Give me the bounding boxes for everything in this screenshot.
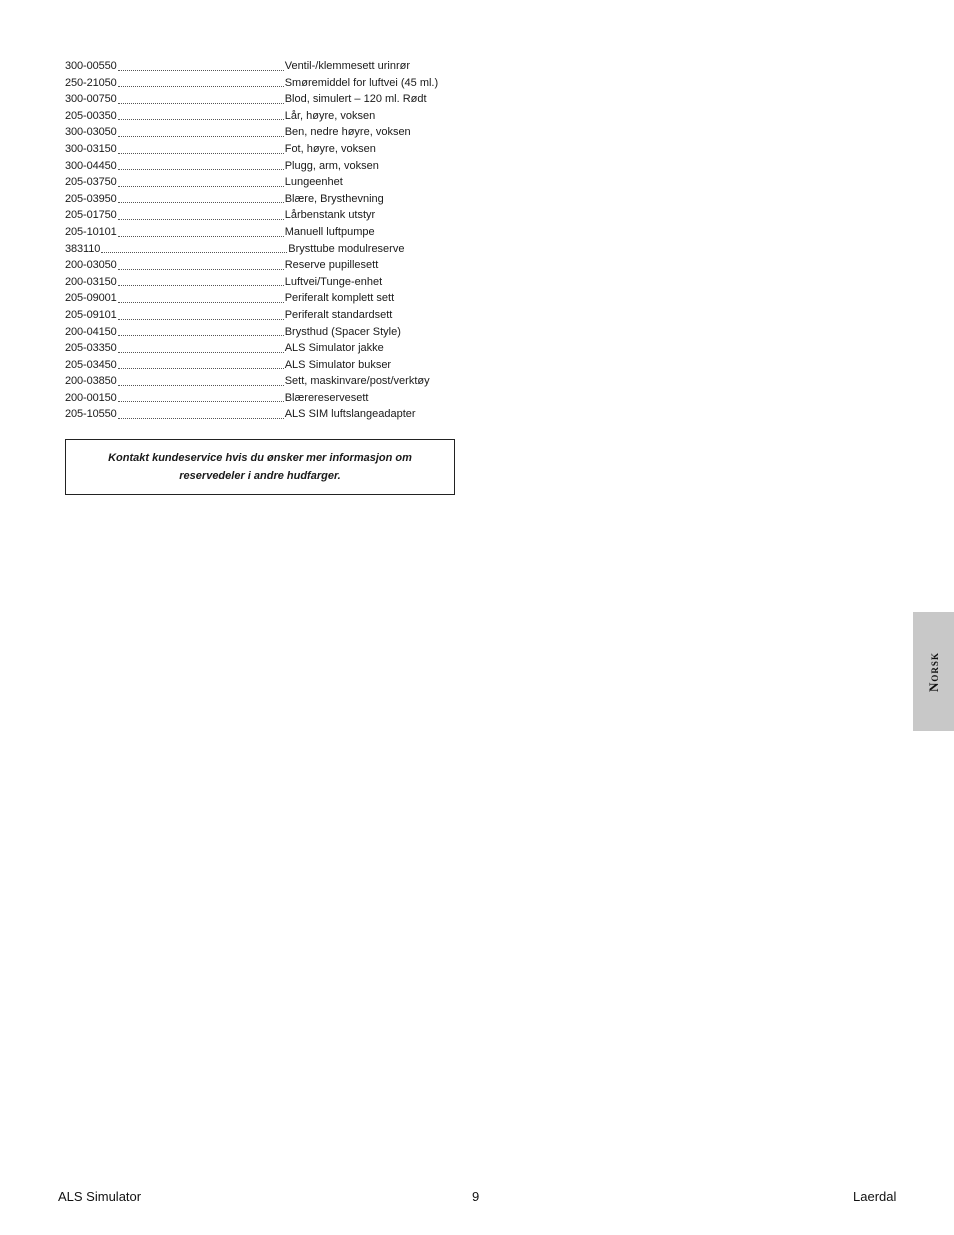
dot-leader bbox=[118, 219, 284, 220]
part-number: 205-03450 bbox=[65, 358, 117, 371]
part-row bbox=[65, 207, 457, 224]
part-number: 205-03350 bbox=[65, 342, 117, 355]
part-description: ALS Simulator bukser bbox=[284, 358, 392, 371]
part-number: 200-04150 bbox=[65, 325, 117, 338]
part-row bbox=[65, 290, 457, 307]
part-description: Blære, Brysthevning bbox=[284, 192, 384, 205]
part-number: 205-00350 bbox=[65, 109, 117, 122]
dot-leader bbox=[118, 136, 284, 137]
dot-leader bbox=[118, 153, 284, 154]
dot-leader bbox=[118, 335, 284, 336]
part-row bbox=[65, 75, 457, 92]
part-row bbox=[65, 241, 457, 258]
part-row bbox=[65, 174, 457, 191]
footer-page-number: 9 bbox=[472, 1189, 480, 1204]
dot-leader bbox=[118, 285, 284, 286]
parts-list bbox=[65, 58, 457, 423]
part-row bbox=[65, 91, 457, 108]
part-row bbox=[65, 357, 457, 374]
part-number: 205-09001 bbox=[65, 292, 117, 305]
dot-leader bbox=[118, 70, 284, 71]
part-description: Periferalt standardsett bbox=[284, 308, 393, 321]
part-description: Brysttube modulreserve bbox=[288, 242, 405, 255]
part-row bbox=[65, 58, 457, 75]
part-number: 205-10101 bbox=[65, 225, 117, 238]
part-description: Luftvei/Tunge-enhet bbox=[284, 275, 383, 288]
part-description: Blod, simulert – 120 ml. Rødt bbox=[284, 93, 427, 106]
part-number: 383110 bbox=[65, 242, 101, 255]
part-row bbox=[65, 108, 457, 125]
part-description: Manuell luftpumpe bbox=[284, 225, 375, 238]
notice-box bbox=[65, 439, 455, 495]
part-description: Lungeenhet bbox=[284, 176, 343, 189]
part-number: 300-00750 bbox=[65, 93, 117, 106]
dot-leader bbox=[118, 401, 284, 402]
part-description: Reserve pupillesett bbox=[284, 259, 379, 272]
dot-leader bbox=[118, 202, 284, 203]
part-row bbox=[65, 324, 457, 341]
part-description: Lår, høyre, voksen bbox=[284, 109, 376, 122]
part-number: 300-03050 bbox=[65, 126, 117, 139]
part-number: 300-03150 bbox=[65, 142, 117, 155]
part-description: Lårbenstank utstyr bbox=[284, 209, 376, 222]
dot-leader bbox=[118, 302, 284, 303]
part-row bbox=[65, 257, 457, 274]
dot-leader bbox=[118, 236, 284, 237]
dot-leader bbox=[118, 352, 284, 353]
part-row bbox=[65, 307, 457, 324]
part-row bbox=[65, 373, 457, 390]
part-description: ALS Simulator jakke bbox=[284, 342, 384, 355]
part-number: 205-10550 bbox=[65, 408, 117, 421]
part-number: 200-03850 bbox=[65, 375, 117, 388]
part-row bbox=[65, 158, 457, 175]
notice-text: Kontakt kundeservice hvis du ønsker mer informasjon om reservedeler i andre hudfarger. bbox=[108, 452, 412, 482]
footer-product-name: ALS Simulator bbox=[58, 1189, 142, 1204]
dot-leader bbox=[118, 86, 284, 87]
part-row bbox=[65, 390, 457, 407]
part-description: Sett, maskinvare/post/verktøy bbox=[284, 375, 430, 388]
part-description: Brysthud (Spacer Style) bbox=[284, 325, 401, 338]
dot-leader bbox=[118, 103, 284, 104]
dot-leader bbox=[118, 269, 284, 270]
part-description: Ben, nedre høyre, voksen bbox=[284, 126, 411, 139]
part-description: Fot, høyre, voksen bbox=[284, 142, 376, 155]
part-number: 200-00150 bbox=[65, 391, 117, 404]
part-number: 205-03950 bbox=[65, 192, 117, 205]
part-description: Ventil-/klemmesett urinrør bbox=[284, 60, 411, 72]
part-description: Periferalt komplett sett bbox=[284, 292, 395, 305]
part-number: 200-03150 bbox=[65, 275, 117, 288]
part-row bbox=[65, 191, 457, 208]
part-number: 200-03050 bbox=[65, 259, 117, 272]
part-number: 300-04450 bbox=[65, 159, 117, 172]
dot-leader bbox=[118, 319, 284, 320]
part-row bbox=[65, 141, 457, 158]
dot-leader bbox=[118, 119, 284, 120]
dot-leader bbox=[118, 418, 284, 419]
dot-leader bbox=[118, 186, 284, 187]
part-row bbox=[65, 124, 457, 141]
part-row bbox=[65, 224, 457, 241]
dot-leader bbox=[101, 252, 287, 253]
dot-leader bbox=[118, 385, 284, 386]
part-row bbox=[65, 406, 457, 423]
footer-brand: Laerdal bbox=[853, 1189, 897, 1204]
part-number: 300-00550 bbox=[65, 60, 117, 72]
part-row bbox=[65, 274, 457, 291]
part-number: 205-01750 bbox=[65, 209, 117, 222]
part-description: Blærereservesett bbox=[284, 391, 369, 404]
part-row bbox=[65, 340, 457, 357]
part-number: 205-09101 bbox=[65, 308, 117, 321]
part-description: Smøremiddel for luftvei (45 ml.) bbox=[284, 76, 439, 89]
part-description: ALS SIM luftslangeadapter bbox=[284, 408, 416, 421]
dot-leader bbox=[118, 169, 284, 170]
part-number: 250-21050 bbox=[65, 76, 117, 89]
part-number: 205-03750 bbox=[65, 176, 117, 189]
dot-leader bbox=[118, 368, 284, 369]
language-tab bbox=[913, 612, 954, 731]
part-description: Plugg, arm, voksen bbox=[284, 159, 379, 172]
language-tab-label: Norsk bbox=[925, 651, 941, 692]
